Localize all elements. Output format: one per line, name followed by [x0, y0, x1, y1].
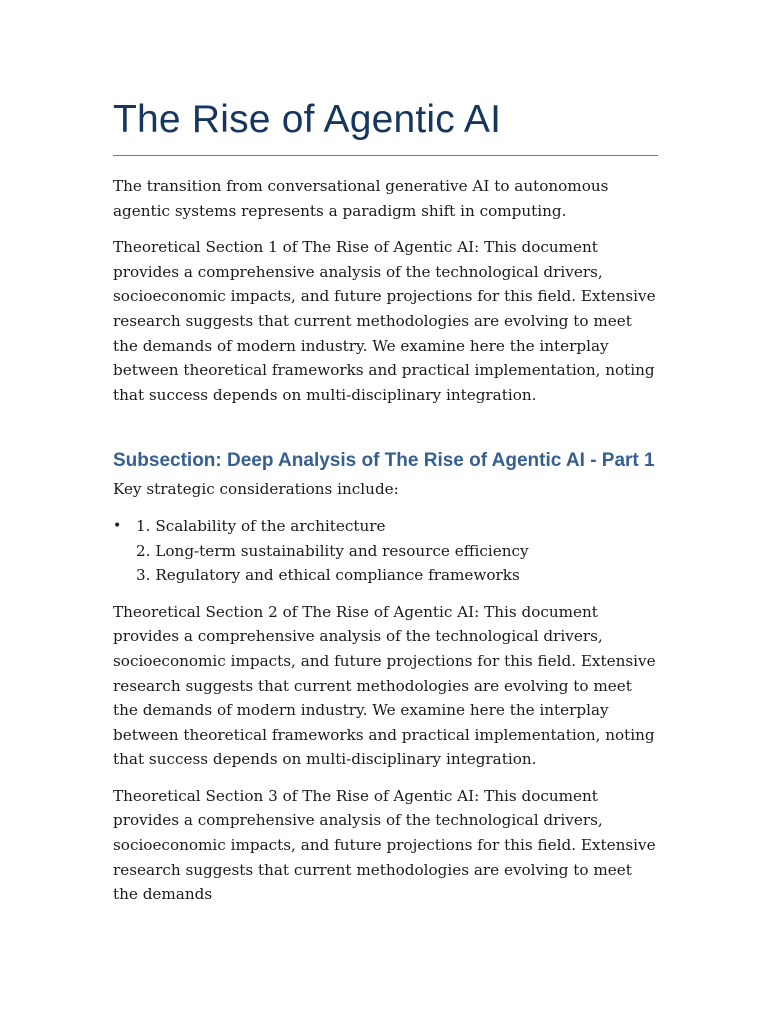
bullet-icon: • [113, 517, 122, 534]
intro-paragraph: The transition from conversational generative AI to autonomous agentic systems represents a paradigm shift in computing. [113, 177, 609, 220]
list-item-text: 2. Long-term sustainability and resource efficiency [136, 541, 529, 560]
list-item [113, 514, 658, 539]
list-item [113, 563, 658, 588]
section-2-paragraph: Theoretical Section 2 of The Rise of Agentic AI: This document provides a comprehensive analysis of the technological drivers, socioeconomic impacts, and future projections for this field. Extensive research suggests that current methodologies are evolving to meet the demands of modern industry. We examine here the interplay between theoretical frameworks and practical implementation, noting that success depends on multi-disciplinary integration. [113, 602, 656, 769]
section-3-paragraph: Theoretical Section 3 of The Rise of Agentic AI: This document provides a comprehensive analysis of the technological drivers, socioeconomic impacts, and future projections for this field. Extensive research suggests that current methodologies are evolving to meet the demands [113, 786, 656, 904]
considerations-lead: Key strategic considerations include: [113, 480, 399, 499]
title-divider [113, 155, 658, 156]
list-item-text: 1. Scalability of the architecture [136, 516, 386, 535]
list-item [113, 539, 658, 564]
document-page [113, 92, 658, 907]
list-item-text: 3. Regulatory and ethical compliance frameworks [136, 566, 520, 585]
subsection-heading: Subsection: Deep Analysis of The Rise of Agentic AI - Part 1 [113, 450, 655, 472]
considerations-list [113, 514, 658, 588]
section-1-paragraph: Theoretical Section 1 of The Rise of Agentic AI: This document provides a comprehensive analysis of the technological drivers, socioeconomic impacts, and future projections for this field. Extensive research suggests that current methodologies are evolving to meet the demands of modern industry. We examine here the interplay between theoretical frameworks and practical implementation, noting that success depends on multi-disciplinary integration. [113, 238, 656, 404]
document-title: The Rise of Agentic AI [113, 98, 502, 141]
